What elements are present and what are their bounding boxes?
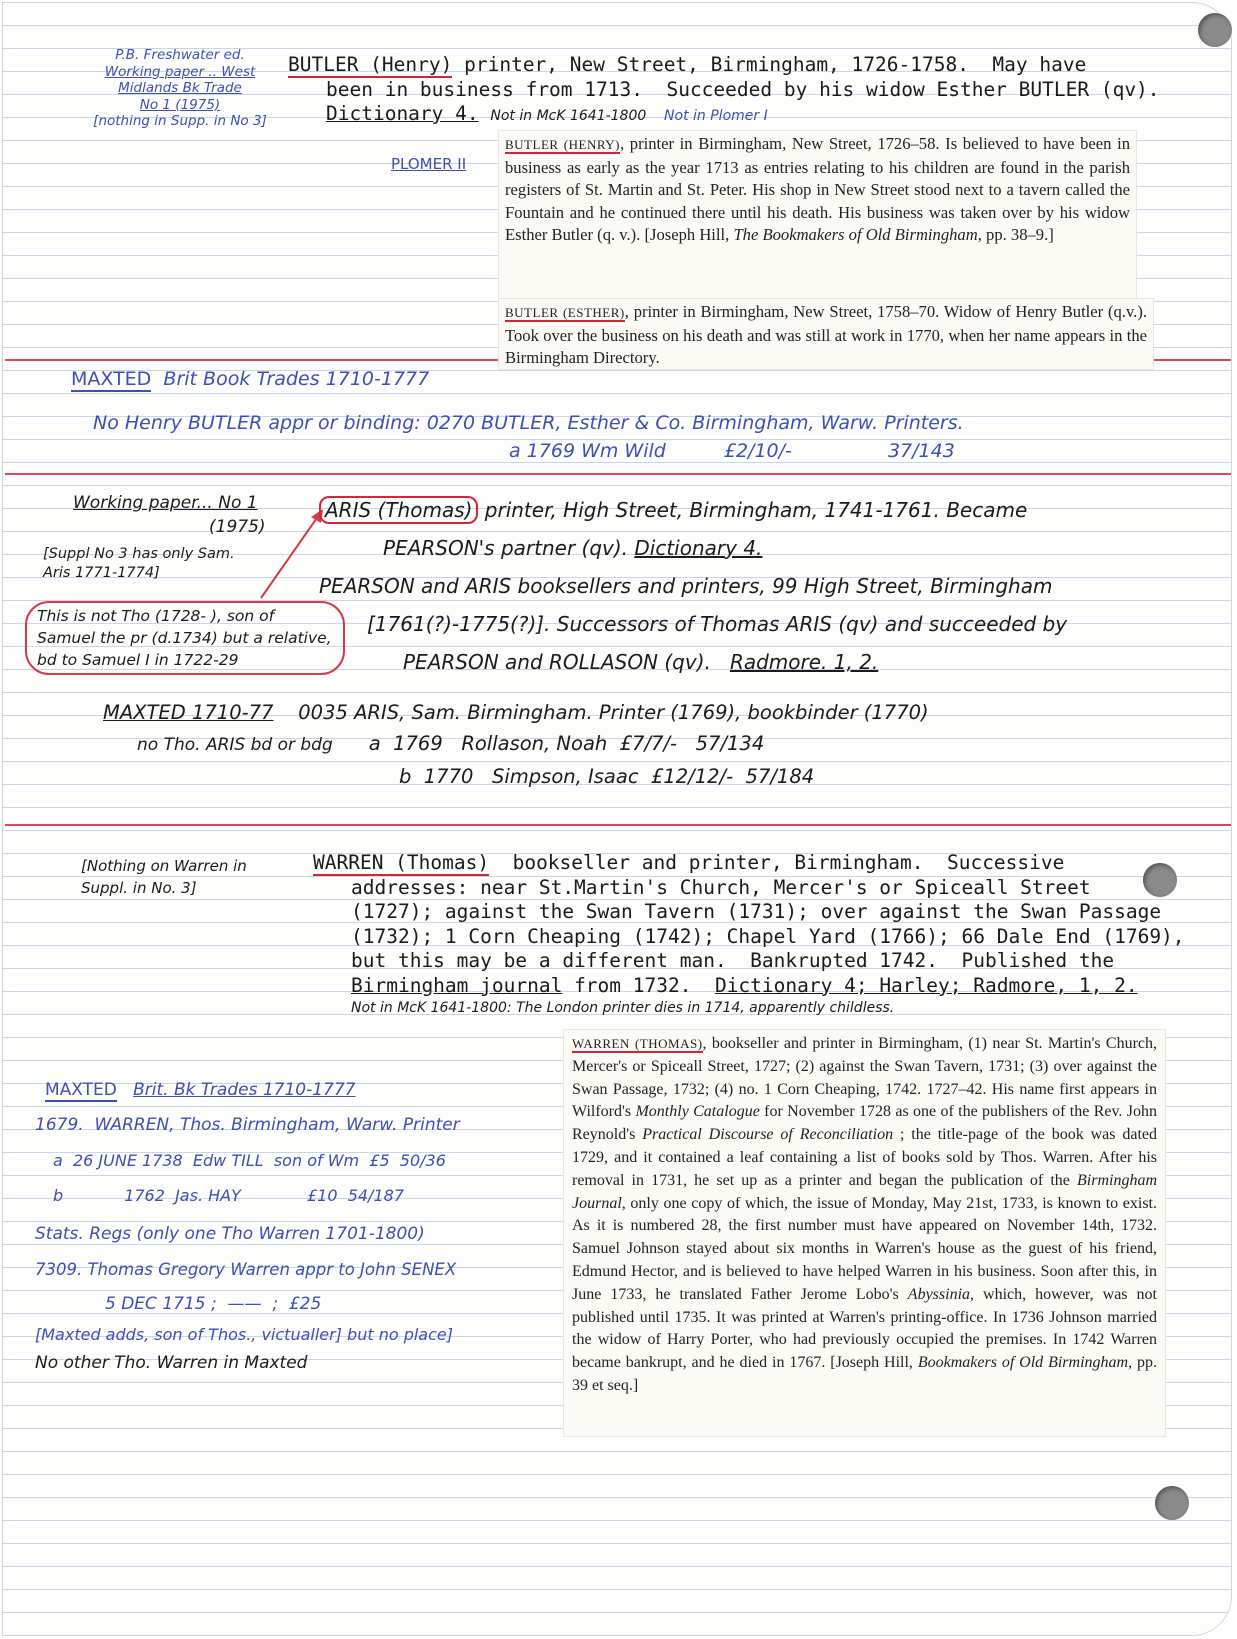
midlands-line: Midlands Bk Trade xyxy=(118,80,242,96)
warren-nothing-note: [Nothing on Warren in Suppl. in No. 3] xyxy=(81,857,247,897)
aris-pearson-rollason: PEARSON and ROLLASON (qv). xyxy=(403,650,711,674)
butler-henry-clipping xyxy=(499,131,1136,307)
warren-maxted-title: Brit. Bk Trades 1710-1777 xyxy=(133,1080,356,1100)
clip-butler-henry-tail: , pp. 38–9.] xyxy=(977,225,1054,244)
aris-heading: ARIS (Thomas) xyxy=(319,496,478,524)
warren-clipping xyxy=(564,1030,1165,1436)
maxted-butler-line1: No Henry BUTLER appr or binding: 0270 BUTLER, Esther & Co. Birmingham, Warw. Printers. xyxy=(93,412,964,434)
clip-warren-i1: Monthly Catalogue xyxy=(635,1103,760,1121)
clip-warren-i4: Abyssinia xyxy=(907,1285,971,1303)
warren-l1: bookseller and printer, Birmingham. Successive xyxy=(489,851,1065,874)
aris-maxted-note xyxy=(103,697,1103,792)
aris-circled-text: This is not Tho (1728- ), son of Samuel the pr (d.1734) but a relative, bd to Samuel I in 1722-29 xyxy=(37,607,332,669)
warren-maxted-heading: MAXTED xyxy=(45,1080,117,1100)
clip-butler-esther-text: , printer in Birmingham, New Street, 1758–70. Widow of Henry Butler (q.v.). Took over the business on his death and was still at work in 1770, when her name appears in the Birmingham Directory. xyxy=(505,302,1147,367)
aris-maxted-heading: MAXTED 1710-77 xyxy=(103,701,274,724)
clip-warren-t3: ; the title-page of the book was dated 1729, and it contained a leaf containing a list of books sold by Thos. Warren. After his removal in 1731, he set up as a printer and began the publication of the xyxy=(572,1126,1157,1189)
clip-warren-t5: , which, however, was not published until 1735. It was printed at Warren's printing-office. In 1736 Johnson married the widow of Harry Porter, who had previously occupied the premises. In 1742 Warren became bankrupt, and he died in 1767. [Joseph Hill, xyxy=(572,1285,1158,1372)
clip-butler-esther-name: BUTLER (ESTHER) xyxy=(505,305,625,320)
warren-maxted-l8: No other Tho. Warren in Maxted xyxy=(35,1353,308,1373)
warren-typed-entry xyxy=(313,851,1193,1018)
warren-typed-line5: but this may be a different man. Bankrupted 1742. Published the xyxy=(351,949,1115,972)
maxted-butler-heading-row xyxy=(71,365,1191,393)
clip-butler-henry-book: The Bookmakers of Old Birmingham xyxy=(733,225,978,244)
margin-note-source xyxy=(85,47,275,130)
aris-row-a: a 1769 Rollason, Noah £7/7/- 57/134 xyxy=(368,732,765,755)
maxted-heading: MAXTED xyxy=(71,368,152,390)
warren-typed-line2: addresses: near St.Martin's Church, Mercer's or Spiceall Street xyxy=(351,875,1091,899)
aris-partner: PEARSON's partner (qv). xyxy=(383,536,629,560)
warren-typed-line1 xyxy=(313,851,1193,876)
butler-mck-note: Not in McK 1641-1800 xyxy=(490,108,647,124)
clip-warren-t2: for November 1728 as one of the publishers of the Rev. John Reynold's xyxy=(572,1103,1157,1144)
aris-circled-note xyxy=(25,601,345,675)
aris-line1-text: printer, High Street, Birmingham, 1741-1761. Became xyxy=(478,498,1028,522)
separator-line-2 xyxy=(5,473,1231,475)
maxted-butler-apprentice: a 1769 Wm Wild xyxy=(509,440,666,462)
punch-hole-top xyxy=(1198,13,1232,47)
plomer-ii-note: PLOMER II xyxy=(391,155,467,173)
maxted-butler-ref: 37/143 xyxy=(887,440,955,462)
butler-dictionary-ref: Dictionary 4. xyxy=(326,102,479,125)
warren-maxted-l7: [Maxted adds, son of Thos., victualler] but no place] xyxy=(35,1325,453,1344)
aris-wp-year: (1975) xyxy=(209,517,266,537)
aris-row-b: b 1770 Simpson, Isaac £12/12/- 57/184 xyxy=(399,765,815,788)
maxted-butler-fee: £2/10/- xyxy=(723,440,792,462)
source-line: P.B. Freshwater ed. xyxy=(115,47,245,63)
aris-working-paper-note xyxy=(73,491,266,539)
warren-from: from 1732. xyxy=(562,973,715,997)
clip-warren-i3: Birmingham Journal xyxy=(572,1171,1157,1212)
butler-typed-line1 xyxy=(288,53,1218,78)
warren-refs: Dictionary 4; Harley; Radmore, 1, 2. xyxy=(714,973,1138,997)
clip-butler-henry-text: , printer in Birmingham, New Street, 1726–58. Is believed to have been in business as early as the year 1713 as entries relating to his children are found in the parish registers of St. Martin and St. Peter. His shop in New Street stood next to a tavern called the Fountain and he continued there until his death. His business was taken over by his widow Esther Butler (q. v.). [Joseph Hill, xyxy=(505,134,1130,244)
warren-typed-line6 xyxy=(313,974,1193,999)
warren-maxted-l6: 5 DEC 1715 ; —— ; £25 xyxy=(105,1294,322,1314)
warren-maxted-l3: b 1762 Jas. HAY £10 54/187 xyxy=(53,1186,404,1205)
warren-typed-line3: (1727); against the Swan Tavern (1731); over against the Swan Passage xyxy=(351,900,1162,923)
clip-warren-name: WARREN (THOMAS) xyxy=(572,1036,703,1051)
clip-warren-t6: , pp. 39 et seq.] xyxy=(572,1354,1157,1394)
maxted-heading-title: Brit Book Trades 1710-1777 xyxy=(163,368,430,390)
warren-heading: WARREN (Thomas) xyxy=(313,851,490,874)
aris-line5 xyxy=(319,643,1199,681)
clip-warren-t1: , bookseller and printer in Birmingham, (1) near St. Martin's Church, Mercer's or Spiceall Street, 1727; (2) against the Swan Tavern, 1731; (3) over against the Swan Passage, 1732; (4) no. 1 Corn Cheaping, 1742. 1727–42. His name first appears in Wilford's xyxy=(572,1035,1157,1121)
aris-line3: PEARSON and ARIS booksellers and printers, 99 High Street, Birmingham xyxy=(319,574,1053,598)
maxted-butler-note xyxy=(71,365,1191,465)
aris-line2 xyxy=(319,529,1199,567)
aris-entry xyxy=(319,491,1199,681)
butler-line1-text: printer, New Street, Birmingham, 1726-1758. May have xyxy=(452,53,1087,76)
warren-typed-line4: (1732); 1 Corn Cheaping (1742); Chapel Yard (1766); 66 Dale End (1769), xyxy=(351,924,1185,948)
butler-typed-line3 xyxy=(288,102,1218,129)
working-paper-line: Working paper .. West xyxy=(104,63,256,80)
aris-wp-line: Working paper... No 1 xyxy=(73,493,258,513)
notebook-page xyxy=(2,2,1232,1636)
number-line: No 1 (1975) xyxy=(139,96,221,113)
warren-maxted-l5: 7309. Thomas Gregory Warren appr to John SENEX xyxy=(35,1260,457,1279)
punch-hole-bottom xyxy=(1155,1486,1189,1520)
maxted-butler-line2 xyxy=(71,437,1191,465)
butler-esther-clipping xyxy=(499,299,1153,369)
clip-warren-t4: , only one copy of which, the issue of Monday, May 21st, 1733, is known to exist. As it is numbered 28, the first number must have appeared on November 14th, 1732. Samuel Johnson stayed about six months in Warren's house as the guest of his friend, Edmund Hector, and is believed to have helped Warren in his business. Soon after this, in June 1733, he translated Father Jerome Lobo's xyxy=(572,1194,1157,1303)
warren-maxted-heading-row xyxy=(35,1073,563,1108)
separator-line-3 xyxy=(5,824,1231,826)
aris-line4: [1761(?)-1775(?)]. Successors of Thomas ARIS (qv) and succeeded by xyxy=(367,612,1068,636)
warren-maxted-l1: 1679. WARREN, Thos. Birmingham, Warw. Printer xyxy=(35,1115,460,1135)
clip-butler-henry-name: BUTLER (HENRY) xyxy=(505,137,621,152)
warren-journal: Birmingham journal xyxy=(351,973,563,997)
aris-maxted-row xyxy=(103,697,1103,728)
warren-mck-note: Not in McK 1641-1800: The London printer dies in 1714, apparently childless. xyxy=(351,1000,895,1016)
clip-warren-i2: Practical Discourse of Reconciliation xyxy=(642,1126,894,1144)
aris-radmore: Radmore. 1, 2. xyxy=(729,650,879,674)
aris-supp-note: [Suppl No 3 has only Sam. Aris 1771-1774] xyxy=(43,546,235,581)
warren-maxted-l2: a 26 JUNE 1738 Edw TILL son of Wm £5 50/36 xyxy=(53,1151,446,1170)
clip-warren-i5: Bookmakers of Old Birmingham xyxy=(917,1354,1129,1372)
aris-no-tho-row xyxy=(103,728,1103,761)
warren-maxted-l4: Stats. Regs (only one Tho Warren 1701-1800) xyxy=(35,1224,425,1244)
aris-dictionary: Dictionary 4. xyxy=(634,536,763,560)
warren-maxted-note xyxy=(35,1073,563,1378)
butler-henry-heading: BUTLER (Henry) xyxy=(288,53,453,76)
aris-line1 xyxy=(319,491,1199,529)
aris-no-tho: no Tho. ARIS bd or bdg xyxy=(137,735,333,755)
butler-typed-line2: been in business from 1713. Succeeded by his widow Esther BUTLER (qv). xyxy=(326,77,1160,101)
butler-plomer-note: Not in Plomer I xyxy=(664,108,768,124)
aris-maxted-line: 0035 ARIS, Sam. Birmingham. Printer (1769), bookbinder (1770) xyxy=(298,701,929,724)
supp-line: [nothing in Supp. in No 3] xyxy=(93,113,267,129)
butler-typed-entry xyxy=(288,53,1218,129)
